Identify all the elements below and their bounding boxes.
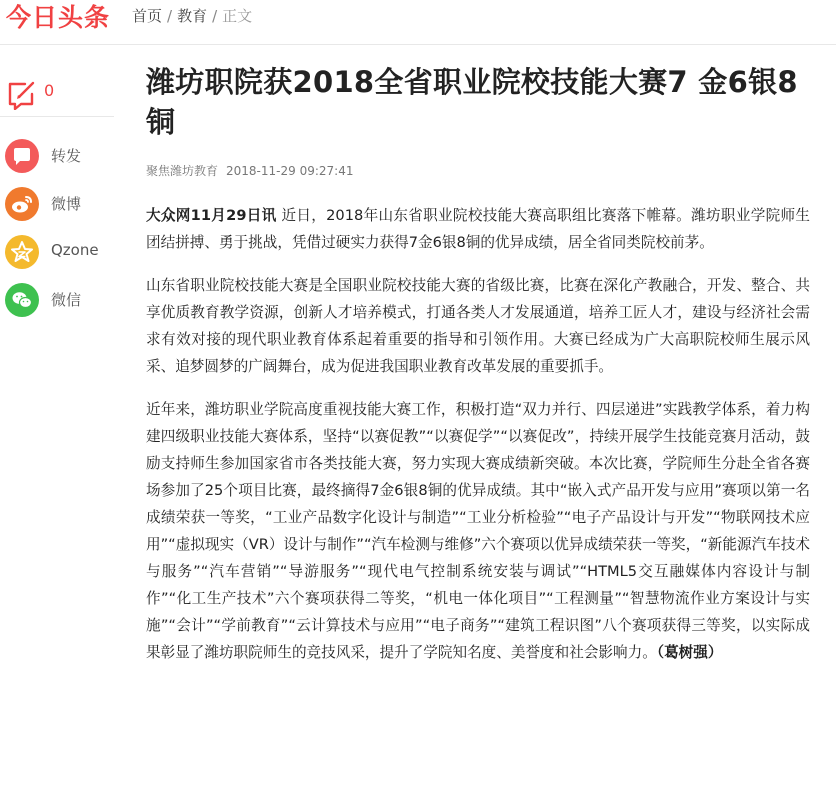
share-sidebar [0,72,118,325]
toutiao-logo[interactable]: 今日头条 [6,3,111,32]
paragraph-text: 山东省职业院校技能大赛是全国职业院校技能大赛的省级比赛，比赛在深化产教融合，开发、整合、共享优质教育教学资源，创新人才培养模式，打通各类人才发展通道，培养工匠人才，建设与经济社会需求有效对接的现代职业教育体系起着重要的指导和引领作用。大赛已经成为广大高职院校师生展示风采、追梦圆梦的广阔舞台，成为促进我国职业教育改革发展的重要抓手。 [146,277,810,375]
qzone-icon [5,235,39,269]
share-wechat[interactable] [0,277,118,325]
share-qzone[interactable] [0,229,118,277]
comment-count: 0 [44,81,55,100]
breadcrumb-separator: / [167,7,173,25]
share-weibo-label: 微博 [51,195,82,213]
forward-icon [5,139,39,173]
breadcrumb-education[interactable]: 教育 [177,7,208,25]
comment-icon [5,78,37,110]
share-weibo[interactable] [0,181,118,229]
top-header [0,0,836,45]
article-paragraph [146,272,810,380]
share-forward[interactable] [0,133,118,181]
weibo-icon [5,187,39,221]
article-lead: 大众网11月29日讯 [146,207,277,224]
comment-button[interactable] [0,72,114,117]
share-qzone-label: Qzone [51,241,99,259]
share-wechat-label: 微信 [51,291,82,309]
wechat-icon [5,283,39,317]
article [146,62,810,666]
share-forward-label: 转发 [51,147,82,165]
article-author: （葛树强） [656,644,723,661]
article-source[interactable]: 聚焦潍坊教育 [146,164,219,178]
article-meta [146,162,810,180]
paragraph-text: 近日，2018年山东省职业院校技能大赛高职组比赛落下帷幕。潍坊职业学院师生团结拼搏、勇于挑战，凭借过硬实力获得7金6银8铜的优异成绩，居全省同类院校前茅。 [146,207,810,251]
paragraph-text: 近年来，潍坊职业学院高度重视技能大赛工作，积极打造“双力并行、四层递进”实践教学体系，着力构建四级职业技能大赛体系，坚持“以赛促教”“以赛促学”“以赛促改”，持续开展学生技能竞赛月活动，鼓励支持师生参加国家省市各类技能大赛，努力实现大赛成绩新突破。本次比赛，学院师生分赴全省各赛场参加了25个项目比赛，最终摘得7金6银8铜的优异成绩。其中“嵌入式产品开发与应用”赛项以第一名成绩荣获一等奖，“工业产品数字化设计与制造”“工业分析检验”“电子产品设计与开发”“物联网技术应用”“虚拟现实（VR）设计与制作”“汽车检测与维修”六个赛项以优异成绩荣获一等奖，“新能源汽车技术与服务”“汽车营销”“导游服务”“现代电气控制系统安装与调试”“HTML5交互融媒体内容设计与制作”“化工生产技术”六个赛项获得二等奖，“机电一体化项目”“工程测量”“智慧物流作业方案设计与实施”“会计”“学前教育”“云计算技术与应用”“电子商务”“建筑工程识图”八个赛项获得三等奖，以实际成果彰显了潍坊职院师生的竞技风采，提升了学院知名度、美誉度和社会影响力。 [146,401,810,661]
breadcrumb-current: 正文 [222,7,253,25]
article-time: 2018-11-29 09:27:41 [226,164,354,178]
article-title: 潍坊职院获2018全省职业院校技能大赛7 金6银8铜 [146,65,798,139]
breadcrumb-home[interactable]: 首页 [132,7,163,25]
breadcrumb-separator: / [212,7,218,25]
article-paragraph [146,202,810,256]
article-paragraph [146,396,810,666]
breadcrumb [132,5,252,27]
